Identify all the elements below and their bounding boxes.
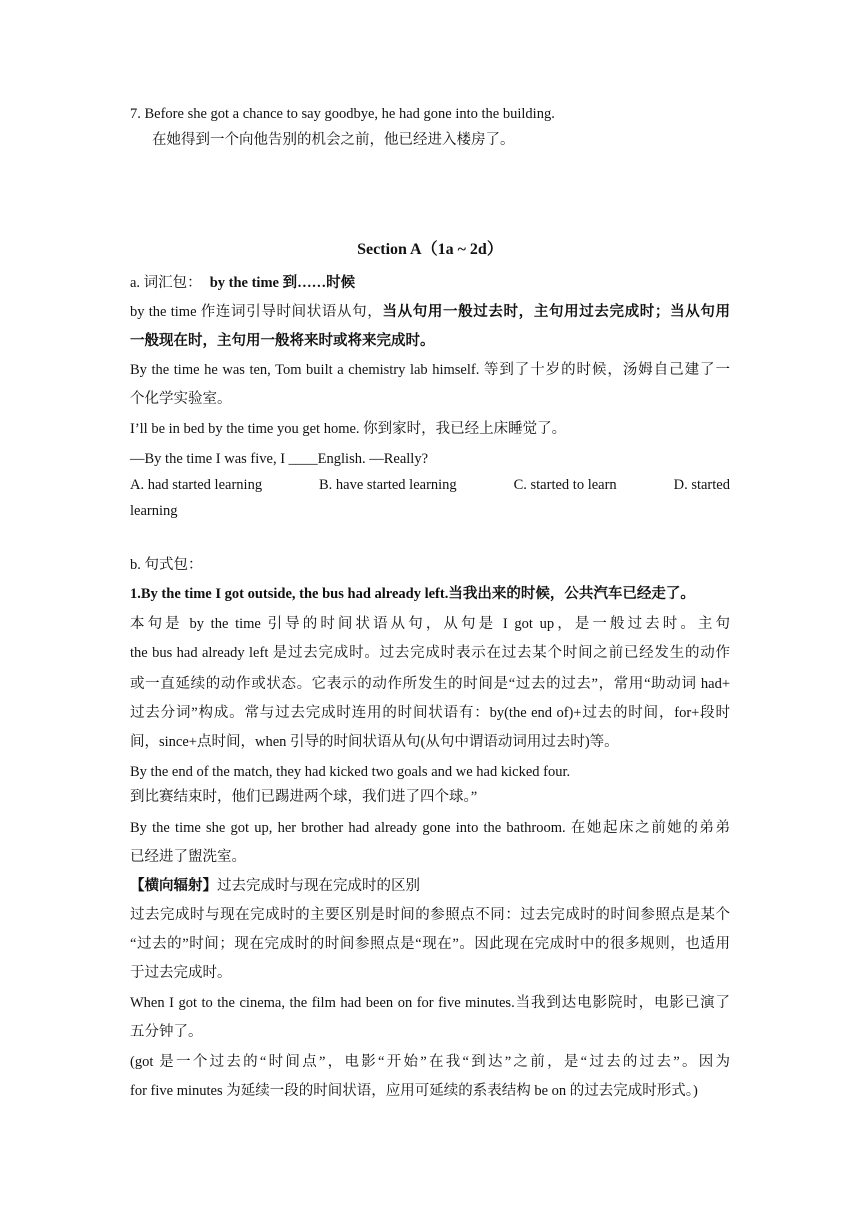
radiation-note-2: for five minutes 为延续一段的时间状语，应用可延续的系表结构 be on 的过去完成时形式。)	[130, 1083, 698, 1099]
item7-chinese: 在她得到一个向他告别的机会之前，他已经进入楼房了。	[152, 132, 515, 148]
vocab-question: —By the time I was five, I ____English. —Really?	[130, 451, 429, 467]
option-c: C. started to learn	[513, 477, 617, 493]
vocab-rule-bold: 当从句用一般过去时，主句用过去完成时；当从句用	[382, 304, 730, 320]
radiation-note-1: (got 是一个过去的“时间点”，电影“开始”在我“到达”之前，是“过去的过去”。因为	[130, 1054, 730, 1070]
sentence-explain-3: 或一直延续的动作或状态。它表示的动作所发生的时间是“过去的过去”，常用“助动词 had+	[130, 676, 730, 692]
vocab-term: by the time 到……时候	[209, 275, 356, 291]
vocab-example-1-cont: 个化学实验室。	[130, 391, 232, 407]
option-b: B. have started learning	[318, 477, 457, 493]
option-d: D. started	[673, 477, 730, 493]
radiation-para-1: 过去完成时与现在完成时的主要区别是时间的参照点不同：过去完成时的时间参照点是某个	[130, 907, 730, 923]
vocab-rule-line-1	[130, 302, 730, 322]
option-a: A. had started learning	[130, 477, 263, 493]
sentence-label: b. 句式包：	[130, 557, 203, 573]
vocab-options	[130, 475, 730, 495]
radiation-para-3: 于过去完成时。	[130, 965, 232, 981]
vocab-example-1: By the time he was ten, Tom built a chemistry lab himself. 等到了十岁的时候，汤姆自己建了一	[130, 362, 730, 378]
vocab-label: a. 词汇包：	[130, 275, 202, 291]
sentence-explain-5: 间，since+点时间，when 引导的时间状语从句(从句中谓语动词用过去时)等。	[130, 734, 619, 750]
sentence-explain-4: 过去分词”构成。常与过去完成时连用的时间状语有：by(the end of)+过去的时间，for+段时	[130, 705, 730, 721]
vocab-example-2: I’ll be in bed by the time you get home. 你到家时，我已经上床睡觉了。	[130, 421, 567, 437]
radiation-heading	[130, 876, 730, 896]
option-d-wrap: learning	[130, 503, 178, 519]
sentence-example-b: By the time she got up, her brother had already gone into the bathroom. 在她起床之前她的弟弟	[130, 820, 730, 836]
radiation-example-1: When I got to the cinema, the film had been on for five minutes.当我到达电影院时，电影已演了	[130, 995, 730, 1011]
item7-english: 7. Before she got a chance to say goodbye, he had gone into the building.	[130, 106, 555, 122]
radiation-title-bold: 【横向辐射】	[130, 878, 217, 894]
sentence-example-a-zh: 到比赛结束时，他们已踢进两个球，我们进了四个球。”	[130, 789, 478, 805]
section-title: Section A（1a ~ 2d）	[357, 241, 503, 258]
vocab-rule-line-2: 一般现在时，主句用一般将来时或将来完成时。	[130, 333, 435, 349]
vocab-rule-plain: by the time 作连词引导时间状语从句，	[130, 304, 383, 320]
sentence-example-a: By the end of the match, they had kicked two goals and we had kicked four.	[130, 764, 571, 780]
radiation-title: 过去完成时与现在完成时的区别	[217, 878, 420, 894]
sentence-explain-2: the bus had already left 是过去完成时。过去完成时表示在过去某个时间之前已经发生的动作	[130, 645, 730, 661]
sentence-1: 1.By the time I got outside, the bus had already left.当我出来的时候，公共汽车已经走了。	[130, 586, 695, 602]
sentence-example-b-cont: 已经进了盥洗室。	[130, 849, 246, 865]
radiation-example-2: 五分钟了。	[130, 1024, 203, 1040]
radiation-para-2: “过去的”时间；现在完成时的时间参照点是“现在”。因此现在完成时中的很多规则，也适用	[130, 936, 730, 952]
vocab-heading	[130, 273, 730, 293]
sentence-explain-1: 本句是 by the time 引导的时间状语从句，从句是 I got up，是一般过去时。主句	[130, 616, 730, 632]
